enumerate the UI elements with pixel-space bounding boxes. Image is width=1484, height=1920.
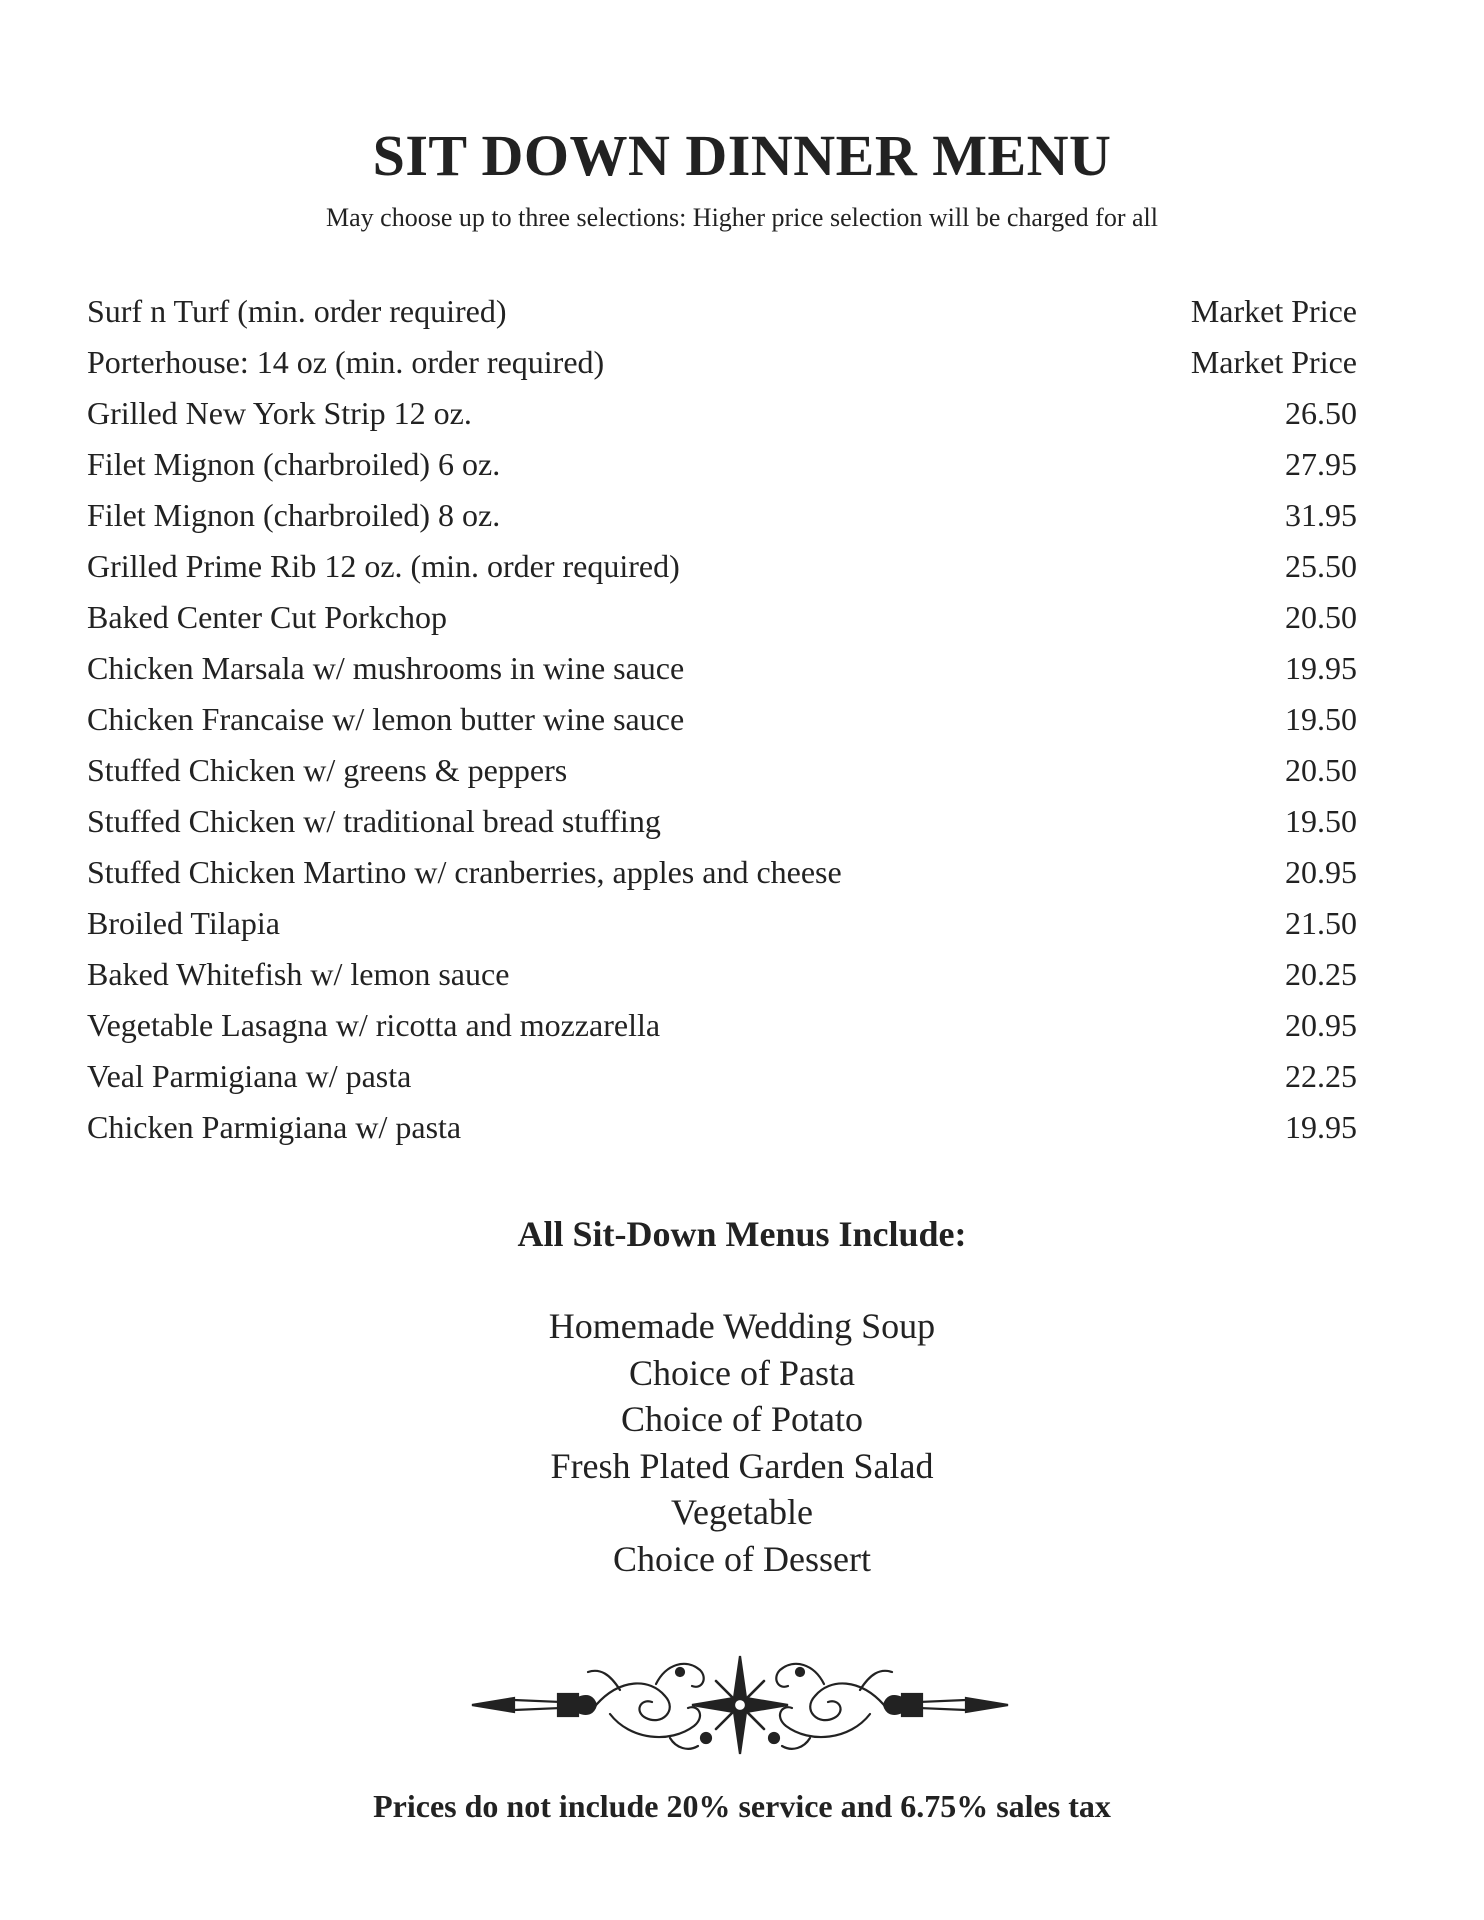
menu-item-name: Grilled New York Strip 12 oz.	[87, 395, 472, 431]
menu-item-price: 27.95	[1285, 446, 1357, 482]
menu-item-price: 31.95	[1285, 497, 1357, 533]
menu-item-price: 20.50	[1285, 599, 1357, 635]
menu-item	[87, 1000, 1357, 1051]
menu-item-price: 19.95	[1285, 650, 1357, 686]
menu-item-price: 20.25	[1285, 956, 1357, 992]
menu-item	[87, 745, 1357, 796]
includes-item: Vegetable	[671, 1492, 813, 1532]
menu-item	[87, 898, 1357, 949]
menu-item-name: Grilled Prime Rib 12 oz. (min. order required)	[87, 548, 680, 584]
menu-item	[87, 439, 1357, 490]
menu-item-name: Baked Whitefish w/ lemon sauce	[87, 956, 510, 992]
menu-item-price: 20.95	[1285, 1007, 1357, 1043]
menu-item-name: Chicken Parmigiana w/ pasta	[87, 1109, 462, 1145]
menu-item	[87, 694, 1357, 745]
menu-item	[87, 592, 1357, 643]
menu-item-name: Broiled Tilapia	[87, 905, 280, 941]
menu-item	[87, 490, 1357, 541]
menu-item	[87, 1051, 1357, 1102]
page-title: SIT DOWN DINNER MENU	[372, 123, 1112, 188]
menu-item	[87, 1102, 1357, 1153]
includes-item: Choice of Potato	[621, 1399, 863, 1439]
menu-item	[87, 541, 1357, 592]
menu-item-name: Veal Parmigiana w/ pasta	[87, 1058, 412, 1094]
menu-item-price: 20.95	[1285, 854, 1357, 890]
menu-item	[87, 388, 1357, 439]
menu-item-price: 19.95	[1285, 1109, 1357, 1145]
includes-item: Fresh Plated Garden Salad	[550, 1445, 934, 1486]
menu-item-name: Stuffed Chicken w/ traditional bread stuffing	[87, 803, 661, 839]
footer-note: Prices do not include 20% service and 6.75% sales tax	[373, 1788, 1111, 1824]
menu-item-price: Market Price	[1190, 293, 1357, 329]
includes-item: Choice of Dessert	[613, 1538, 871, 1579]
menu-item-price: 19.50	[1285, 701, 1357, 737]
menu-item-name: Stuffed Chicken w/ greens & peppers	[87, 752, 568, 788]
menu-item-name: Chicken Marsala w/ mushrooms in wine sauce	[87, 650, 685, 686]
menu-item-price: 19.50	[1285, 803, 1357, 839]
menu-item-price: 21.50	[1285, 905, 1357, 941]
menu-item-name: Surf n Turf (min. order required)	[87, 293, 507, 329]
menu-item-name: Baked Center Cut Porkchop	[87, 599, 447, 635]
menu-item-name: Stuffed Chicken Martino w/ cranberries, apples and cheese	[87, 854, 842, 890]
menu-item	[87, 796, 1357, 847]
menu-item-name: Porterhouse: 14 oz (min. order required)	[87, 344, 605, 380]
includes-list	[0, 1303, 1484, 1582]
includes-item: Homemade Wedding Soup	[548, 1306, 936, 1346]
flourish-divider-icon	[470, 1648, 1010, 1758]
menu-item	[87, 286, 1357, 337]
includes-heading: All Sit-Down Menus Include:	[517, 1214, 967, 1254]
page-subtitle: May choose up to three selections: Higher price selection will be charged for all	[326, 203, 1158, 232]
menu-item-price: 25.50	[1285, 548, 1357, 584]
menu-item-name: Vegetable Lasagna w/ ricotta and mozzarella	[87, 1007, 661, 1043]
menu-item	[87, 847, 1357, 898]
menu-item	[87, 643, 1357, 694]
menu-item-price: 20.50	[1285, 752, 1357, 788]
menu-item-name: Filet Mignon (charbroiled) 8 oz.	[87, 497, 501, 533]
menu-list	[87, 286, 1357, 1153]
menu-item	[87, 337, 1357, 388]
menu-item	[87, 949, 1357, 1000]
menu-item-price: 26.50	[1285, 395, 1357, 431]
menu-item-price: Market Price	[1190, 344, 1357, 380]
menu-item-price: 22.25	[1285, 1058, 1357, 1094]
menu-item-name: Filet Mignon (charbroiled) 6 oz.	[87, 446, 501, 482]
menu-item-name: Chicken Francaise w/ lemon butter wine sauce	[87, 701, 685, 737]
includes-item: Choice of Pasta	[629, 1352, 855, 1393]
